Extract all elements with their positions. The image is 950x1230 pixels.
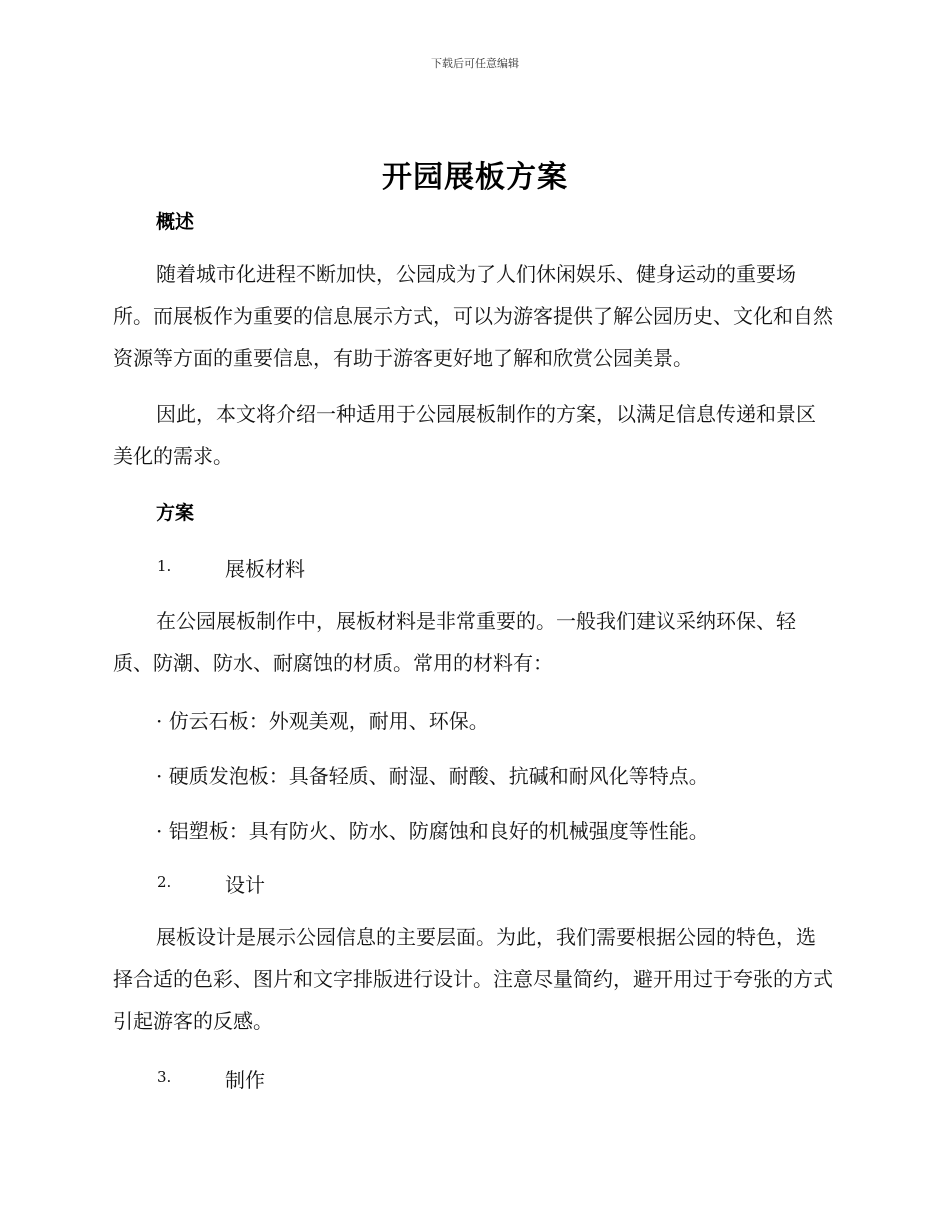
overview-heading: 概述 xyxy=(156,211,195,233)
list-item-3-number: 3. xyxy=(157,1068,172,1086)
list-item-1-label: 展板材料 xyxy=(225,557,305,581)
materials-paragraph: 在公园展板制作中，展板材料是非常重要的。一般我们建议采纳环保、轻质、防潮、防水、耐腐蚀的材质。常用的材料有： xyxy=(113,609,796,675)
design-paragraph: 展板设计是展示公园信息的主要层面。为此，我们需要根据公园的特色，选择合适的色彩、图片和文字排版进行设计。注意尽量简约，避开用过于夸张的方式引起游客的反感。 xyxy=(113,925,833,1033)
page-title: 开园展板方案 xyxy=(382,160,568,195)
material-bullet-3: · 铝塑板：具有防火、防水、防腐蚀和良好的机械强度等性能。 xyxy=(156,819,709,843)
material-bullet-2: · 硬质发泡板：具备轻质、耐湿、耐酸、抗碱和耐风化等特点。 xyxy=(156,764,709,788)
material-bullet-1: · 仿云石板：外观美观，耐用、环保。 xyxy=(156,709,489,733)
list-item-2-number: 2. xyxy=(157,873,172,891)
list-item-2-label: 设计 xyxy=(225,873,265,897)
overview-paragraph-1: 随着城市化进程不断加快，公园成为了人们休闲娱乐、健身运动的重要场所。而展板作为重要的信息展示方式，可以为游客提供了解公园历史、文化和自然资源等方面的重要信息，有助于游客更好地了解和欣赏公园美景。 xyxy=(113,262,833,370)
list-item-1-number: 1. xyxy=(157,557,172,575)
plan-heading: 方案 xyxy=(156,502,195,524)
list-item-3-label: 制作 xyxy=(225,1068,265,1092)
overview-paragraph-2: 因此，本文将介绍一种适用于公园展板制作的方案，以满足信息传递和景区美化的需求。 xyxy=(113,402,816,468)
header-note: 下载后可任意编辑 xyxy=(431,57,519,70)
